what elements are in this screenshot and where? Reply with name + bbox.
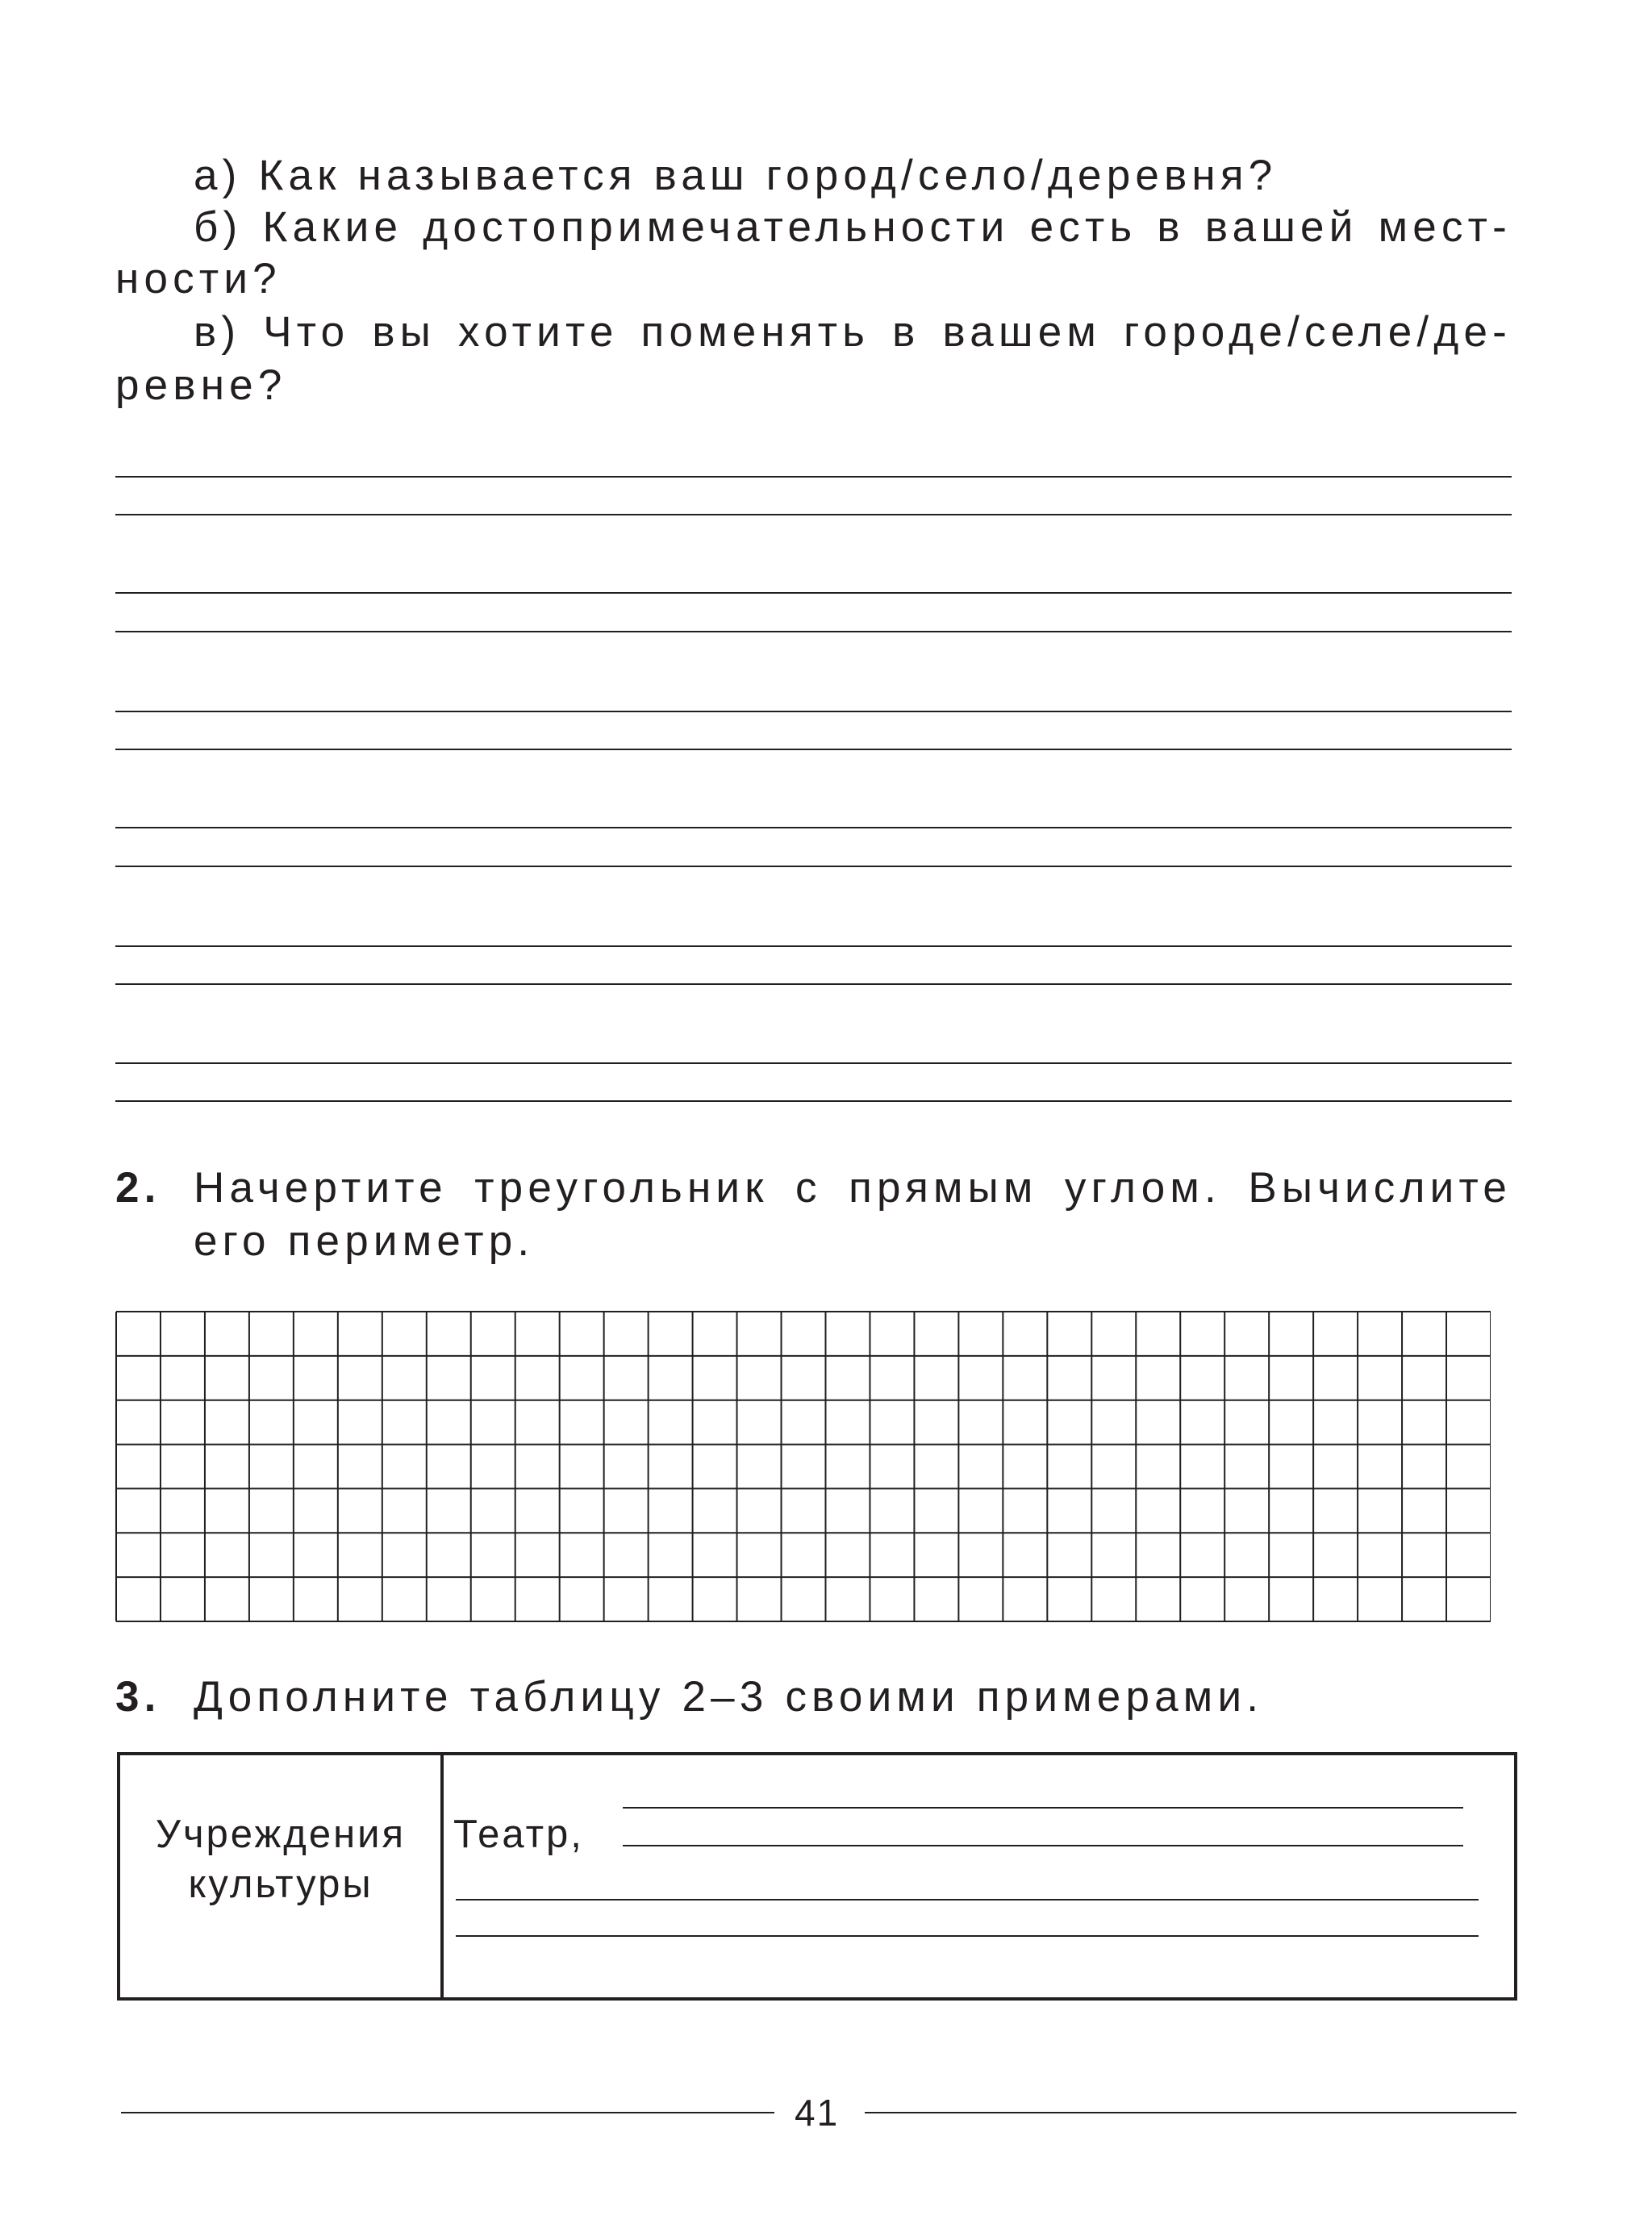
row-label-line1: Учреждения <box>155 1813 407 1856</box>
answer-line[interactable] <box>115 983 1512 985</box>
question-c-line2: ревне? <box>115 361 287 409</box>
task2-line1: Начертите треугольник с прямым углом. Вычислите <box>194 1164 1512 1212</box>
task3-number: 3. <box>115 1673 161 1721</box>
table-answer-line[interactable] <box>623 1807 1463 1809</box>
question-b-line1: б) Какие достопримечательности есть в вашей мест- <box>194 203 1512 251</box>
table-start-word: Театр, <box>453 1813 584 1856</box>
answer-line[interactable] <box>115 514 1512 515</box>
table-answer-line[interactable] <box>456 1899 1479 1900</box>
task3-text: Дополните таблицу 2–3 своими примерами. <box>194 1673 1264 1721</box>
task2-number: 2. <box>115 1164 161 1212</box>
footer-rule-right <box>865 2112 1516 2113</box>
answer-line[interactable] <box>115 592 1512 594</box>
answer-line[interactable] <box>115 749 1512 750</box>
answer-line[interactable] <box>115 631 1512 632</box>
table-divider <box>440 1752 444 2001</box>
answer-line[interactable] <box>115 945 1512 947</box>
task2-line2: его периметр. <box>194 1217 535 1265</box>
question-a: а) Как называется ваш город/село/деревня? <box>194 152 1278 199</box>
answer-line[interactable] <box>115 1062 1512 1064</box>
answer-line[interactable] <box>115 711 1512 712</box>
table-answer-line[interactable] <box>623 1845 1463 1846</box>
question-c-line1: в) Что вы хотите поменять в вашем городе/селе/де- <box>194 308 1512 356</box>
question-b-line2: ности? <box>115 255 282 302</box>
row-label <box>123 1809 439 1909</box>
answer-line[interactable] <box>115 476 1512 478</box>
answer-line[interactable] <box>115 827 1512 828</box>
row-label-line2: культуры <box>188 1863 373 1906</box>
footer-rule-left <box>121 2112 774 2113</box>
answer-line[interactable] <box>115 1100 1512 1102</box>
page-number: 41 <box>795 2092 840 2134</box>
drawing-grid[interactable] <box>115 1311 1491 1622</box>
table-answer-line[interactable] <box>456 1935 1479 1937</box>
answer-line[interactable] <box>115 866 1512 867</box>
